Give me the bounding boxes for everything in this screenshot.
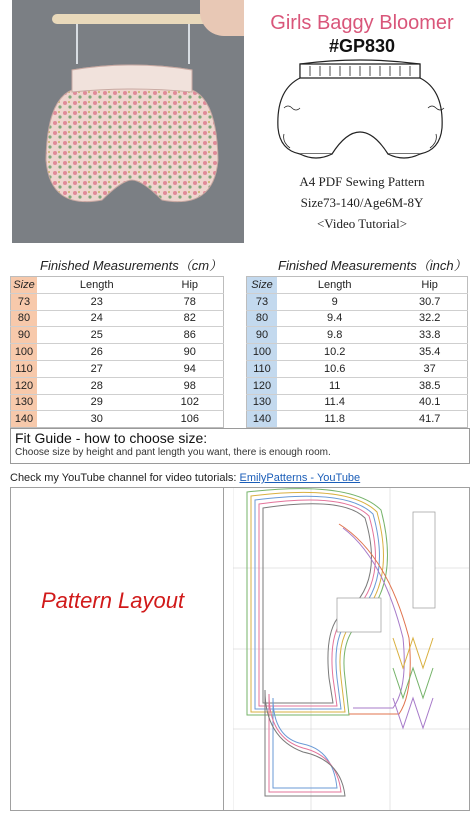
table-row: [11, 293, 224, 310]
length-cell: 27: [37, 360, 157, 377]
length-cell: 10.2: [277, 344, 392, 361]
column-header-hip: Hip: [421, 278, 438, 291]
column-header-size: Size: [11, 277, 38, 294]
pattern-layout-box: [10, 487, 470, 811]
table-row: [247, 360, 468, 377]
fit-guide-box: [10, 428, 470, 464]
hanger-wire-right: [188, 24, 190, 64]
product-photo: [12, 0, 244, 243]
bloomer-flat-sketch: [270, 58, 450, 168]
column-header-length: Length: [79, 278, 114, 291]
fit-guide-title: Fit Guide - how to choose size:: [15, 430, 208, 446]
table-row: [11, 310, 224, 327]
hip-cell: 38.5: [392, 377, 467, 394]
length-cell: 9.4: [277, 310, 392, 327]
size-cell: 140: [11, 411, 38, 428]
column-header-hip: Hip: [181, 278, 199, 291]
youtube-link[interactable]: EmilyPatterns - YouTube: [239, 472, 361, 484]
size-cell: 130: [247, 394, 278, 411]
size-cell: 120: [11, 377, 38, 394]
table-row: [11, 377, 224, 394]
length-cell: 10.6: [277, 360, 392, 377]
youtube-text: Check my YouTube channel for video tutorials:: [10, 472, 240, 484]
length-cell: 28: [37, 377, 157, 394]
table-header-row: [11, 277, 224, 294]
size-cell: 100: [247, 344, 278, 361]
table-row: [11, 411, 224, 428]
hip-cell: 82: [157, 310, 224, 327]
length-cell: 9.8: [277, 327, 392, 344]
size-cell: 140: [247, 411, 278, 428]
sizes-line: Size73-140/Age6M-8Y: [300, 195, 424, 210]
bloomer-photo-shape: [42, 60, 222, 220]
inch-table-title: Finished Measurements（inch）: [278, 258, 467, 273]
table-row: [247, 293, 468, 310]
table-row: [247, 394, 468, 411]
hip-cell: 37: [392, 360, 467, 377]
size-cell: 100: [11, 344, 38, 361]
length-cell: 30: [37, 411, 157, 428]
column-header-length: Length: [317, 278, 352, 291]
length-cell: 24: [37, 310, 157, 327]
length-cell: 25: [37, 327, 157, 344]
hand: [200, 0, 244, 36]
cm-table-title: Finished Measurements（cm）: [40, 258, 223, 273]
hip-cell: 32.2: [392, 310, 467, 327]
length-cell: 11: [277, 377, 392, 394]
length-cell: 9: [277, 293, 392, 310]
table-row: [247, 327, 468, 344]
size-cell: 80: [11, 310, 38, 327]
length-cell: 26: [37, 344, 157, 361]
table-row: [11, 394, 224, 411]
table-row: [247, 344, 468, 361]
size-cell: 73: [247, 293, 278, 310]
length-cell: 23: [37, 293, 157, 310]
hip-cell: 106: [157, 411, 224, 428]
hip-cell: 33.8: [392, 327, 467, 344]
size-cell: 73: [11, 293, 38, 310]
table-row: [11, 344, 224, 361]
size-cell: 90: [11, 327, 38, 344]
inch-measurement-table: [246, 276, 468, 428]
size-cell: 80: [247, 310, 278, 327]
hip-cell: 94: [157, 360, 224, 377]
hip-cell: 35.4: [392, 344, 467, 361]
length-cell: 11.8: [277, 411, 392, 428]
table-row: [11, 360, 224, 377]
cm-measurement-table: [10, 276, 224, 428]
pattern-code: #GP830: [328, 36, 396, 56]
size-cell: 120: [247, 377, 278, 394]
length-cell: 11.4: [277, 394, 392, 411]
table-row: [247, 377, 468, 394]
size-cell: 110: [247, 360, 278, 377]
hip-cell: 86: [157, 327, 224, 344]
hip-cell: 102: [157, 394, 224, 411]
hip-cell: 41.7: [392, 411, 467, 428]
hip-cell: 78: [157, 293, 224, 310]
size-cell: 110: [11, 360, 38, 377]
tutorial-line: <Video Tutorial>: [316, 216, 408, 231]
column-header-size: Size: [247, 277, 278, 294]
size-cell: 130: [11, 394, 38, 411]
hip-cell: 30.7: [392, 293, 467, 310]
length-cell: 29: [37, 394, 157, 411]
hanger-bar: [52, 14, 212, 24]
layout-divider: [223, 488, 224, 810]
hanger-wire-left: [76, 24, 78, 64]
hip-cell: 98: [157, 377, 224, 394]
pattern-layout-label: Pattern Layout: [41, 588, 185, 613]
hip-cell: 40.1: [392, 394, 467, 411]
hip-cell: 90: [157, 344, 224, 361]
format-line: A4 PDF Sewing Pattern: [299, 174, 425, 189]
youtube-line: [10, 472, 360, 484]
pattern-pieces-diagram: [233, 488, 469, 810]
table-row: [247, 310, 468, 327]
size-cell: 90: [247, 327, 278, 344]
table-row: [11, 327, 224, 344]
pattern-title: Girls Baggy Bloomer: [270, 12, 454, 34]
fit-guide-text: Choose size by height and pant length you want, there is enough room.: [15, 447, 331, 458]
table-header-row: [247, 277, 468, 294]
table-row: [247, 411, 468, 428]
